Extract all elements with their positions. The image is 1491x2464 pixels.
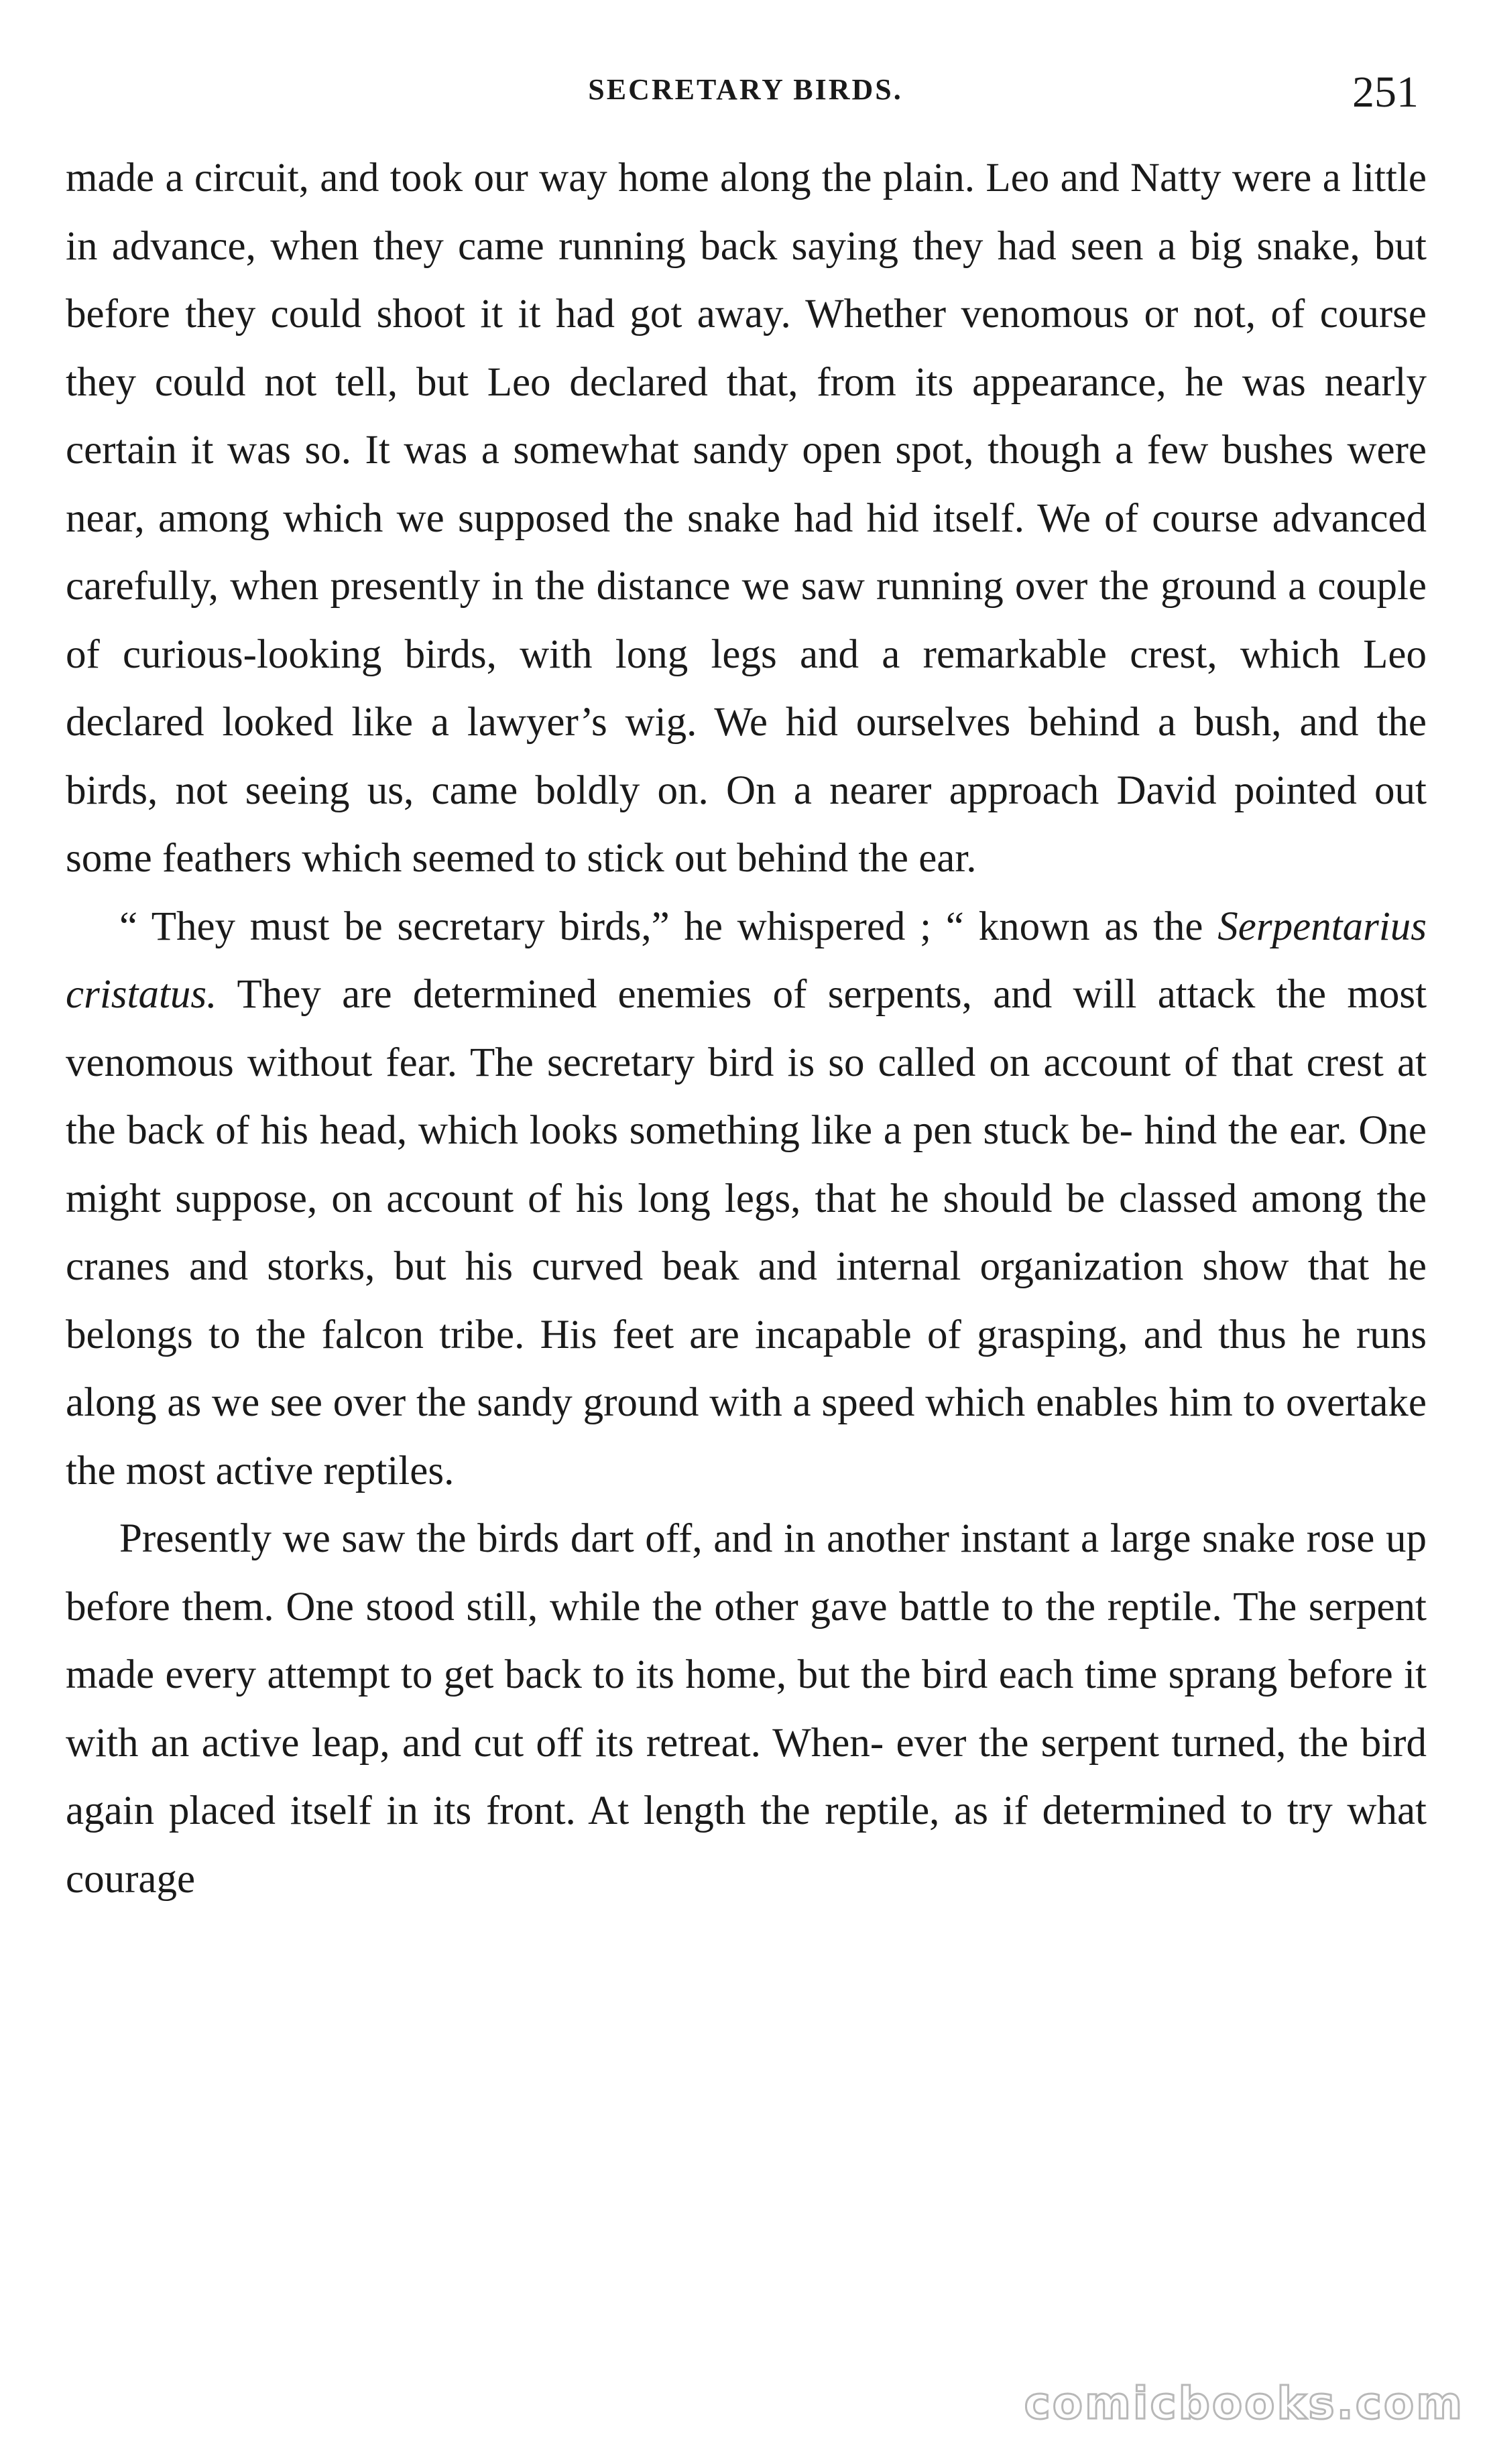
text-line: back of his head, which looks something like a pen stuck be- xyxy=(127,1108,1144,1153)
text-line: At length the reptile, as if determined to try what courage xyxy=(66,1788,1427,1902)
page-header xyxy=(67,67,1424,121)
text-line: supposed the snake had hid itself. We of course advanced xyxy=(458,495,1427,541)
text-line: open spot, though a few bushes were near, among which we xyxy=(66,428,1427,541)
paragraph-3 xyxy=(66,1505,1427,1913)
text-line: he was nearly certain it was so. It was a somewhat sandy xyxy=(66,359,1427,473)
text-line: The secretary bird is so called on account of that crest at the xyxy=(66,1040,1427,1153)
text-line: other gave battle to the reptile. The serpent made every xyxy=(66,1584,1427,1697)
text-line: carefully, when presently in the distance we saw running over xyxy=(66,564,1099,609)
text-line: lawyer’s wig. We hid ourselves behind a bush, and the birds, xyxy=(66,700,1427,813)
paragraph-2-line-2-start: the xyxy=(1152,904,1218,949)
text-line: not seeing us, came boldly on. On a nearer approach David xyxy=(175,767,1234,813)
paragraph-1 xyxy=(66,144,1427,893)
text-line: they could not tell, but Leo declared that, from its appearance, xyxy=(66,359,1185,405)
text-line: the ground a couple of curious-looking birds, with long legs xyxy=(66,564,1427,677)
body-text xyxy=(66,144,1427,1913)
text-line: the falcon tribe. His feet are incapable of grasping, and thus xyxy=(255,1312,1303,1357)
watermark: comicbooks.com xyxy=(1024,2378,1464,2429)
text-line: shoot it it had got away. Whether venomous or not, of course xyxy=(376,292,1427,336)
text-line: before it with an active leap, and cut off its retreat. When- xyxy=(66,1652,1427,1766)
paragraph-2-rest xyxy=(66,972,1427,1493)
paragraph-2 xyxy=(66,893,1427,1505)
text-line: that he should be classed among the cranes and storks, but his xyxy=(66,1176,1427,1289)
text-line: Presently we saw the birds dart off, and in another instant xyxy=(119,1516,1081,1561)
text-line: hind the ear. One might suppose, on account of his long legs, xyxy=(66,1108,1427,1221)
text-line: serpents, and will attack the most venomous without fear. xyxy=(66,972,1427,1085)
running-head: SECRETARY BIRDS. xyxy=(588,73,903,106)
species-name: Serpentarius cristatus. xyxy=(66,904,1427,1017)
text-line: back saying they had seen a big snake, but before they could xyxy=(66,223,1427,336)
text-line: and Natty were a little in advance, when they came running xyxy=(66,156,1427,269)
paragraph-2-line-1: “ They must be secretary birds,” he whispered ; “ known as xyxy=(119,904,1139,949)
text-line: attempt to get back to its home, but the bird each time sprang xyxy=(267,1652,1289,1697)
text-line: which enables him to overtake the most active reptiles. xyxy=(66,1380,1427,1493)
text-line: pointed out some feathers which seemed to stick out behind xyxy=(66,767,1427,881)
text-line: he runs along as we see over the sandy ground with a speed xyxy=(66,1312,1427,1425)
text-line: the ear. xyxy=(858,836,977,881)
text-line: made a circuit, and took our way home along the plain. Leo xyxy=(66,156,1061,200)
text-line: curved beak and internal organization show that he belongs to xyxy=(66,1244,1427,1357)
text-line: and a remarkable crest, which Leo declared looked like a xyxy=(66,631,1427,745)
text-line: a large snake rose up before them. One stood still, while the xyxy=(66,1516,1427,1629)
paragraph-2-line-2-end: They are determined enemies of xyxy=(217,972,807,1017)
page-number: 251 xyxy=(1352,68,1419,117)
text-line: ever the serpent turned, the bird again placed itself in its front. xyxy=(66,1720,1427,1833)
